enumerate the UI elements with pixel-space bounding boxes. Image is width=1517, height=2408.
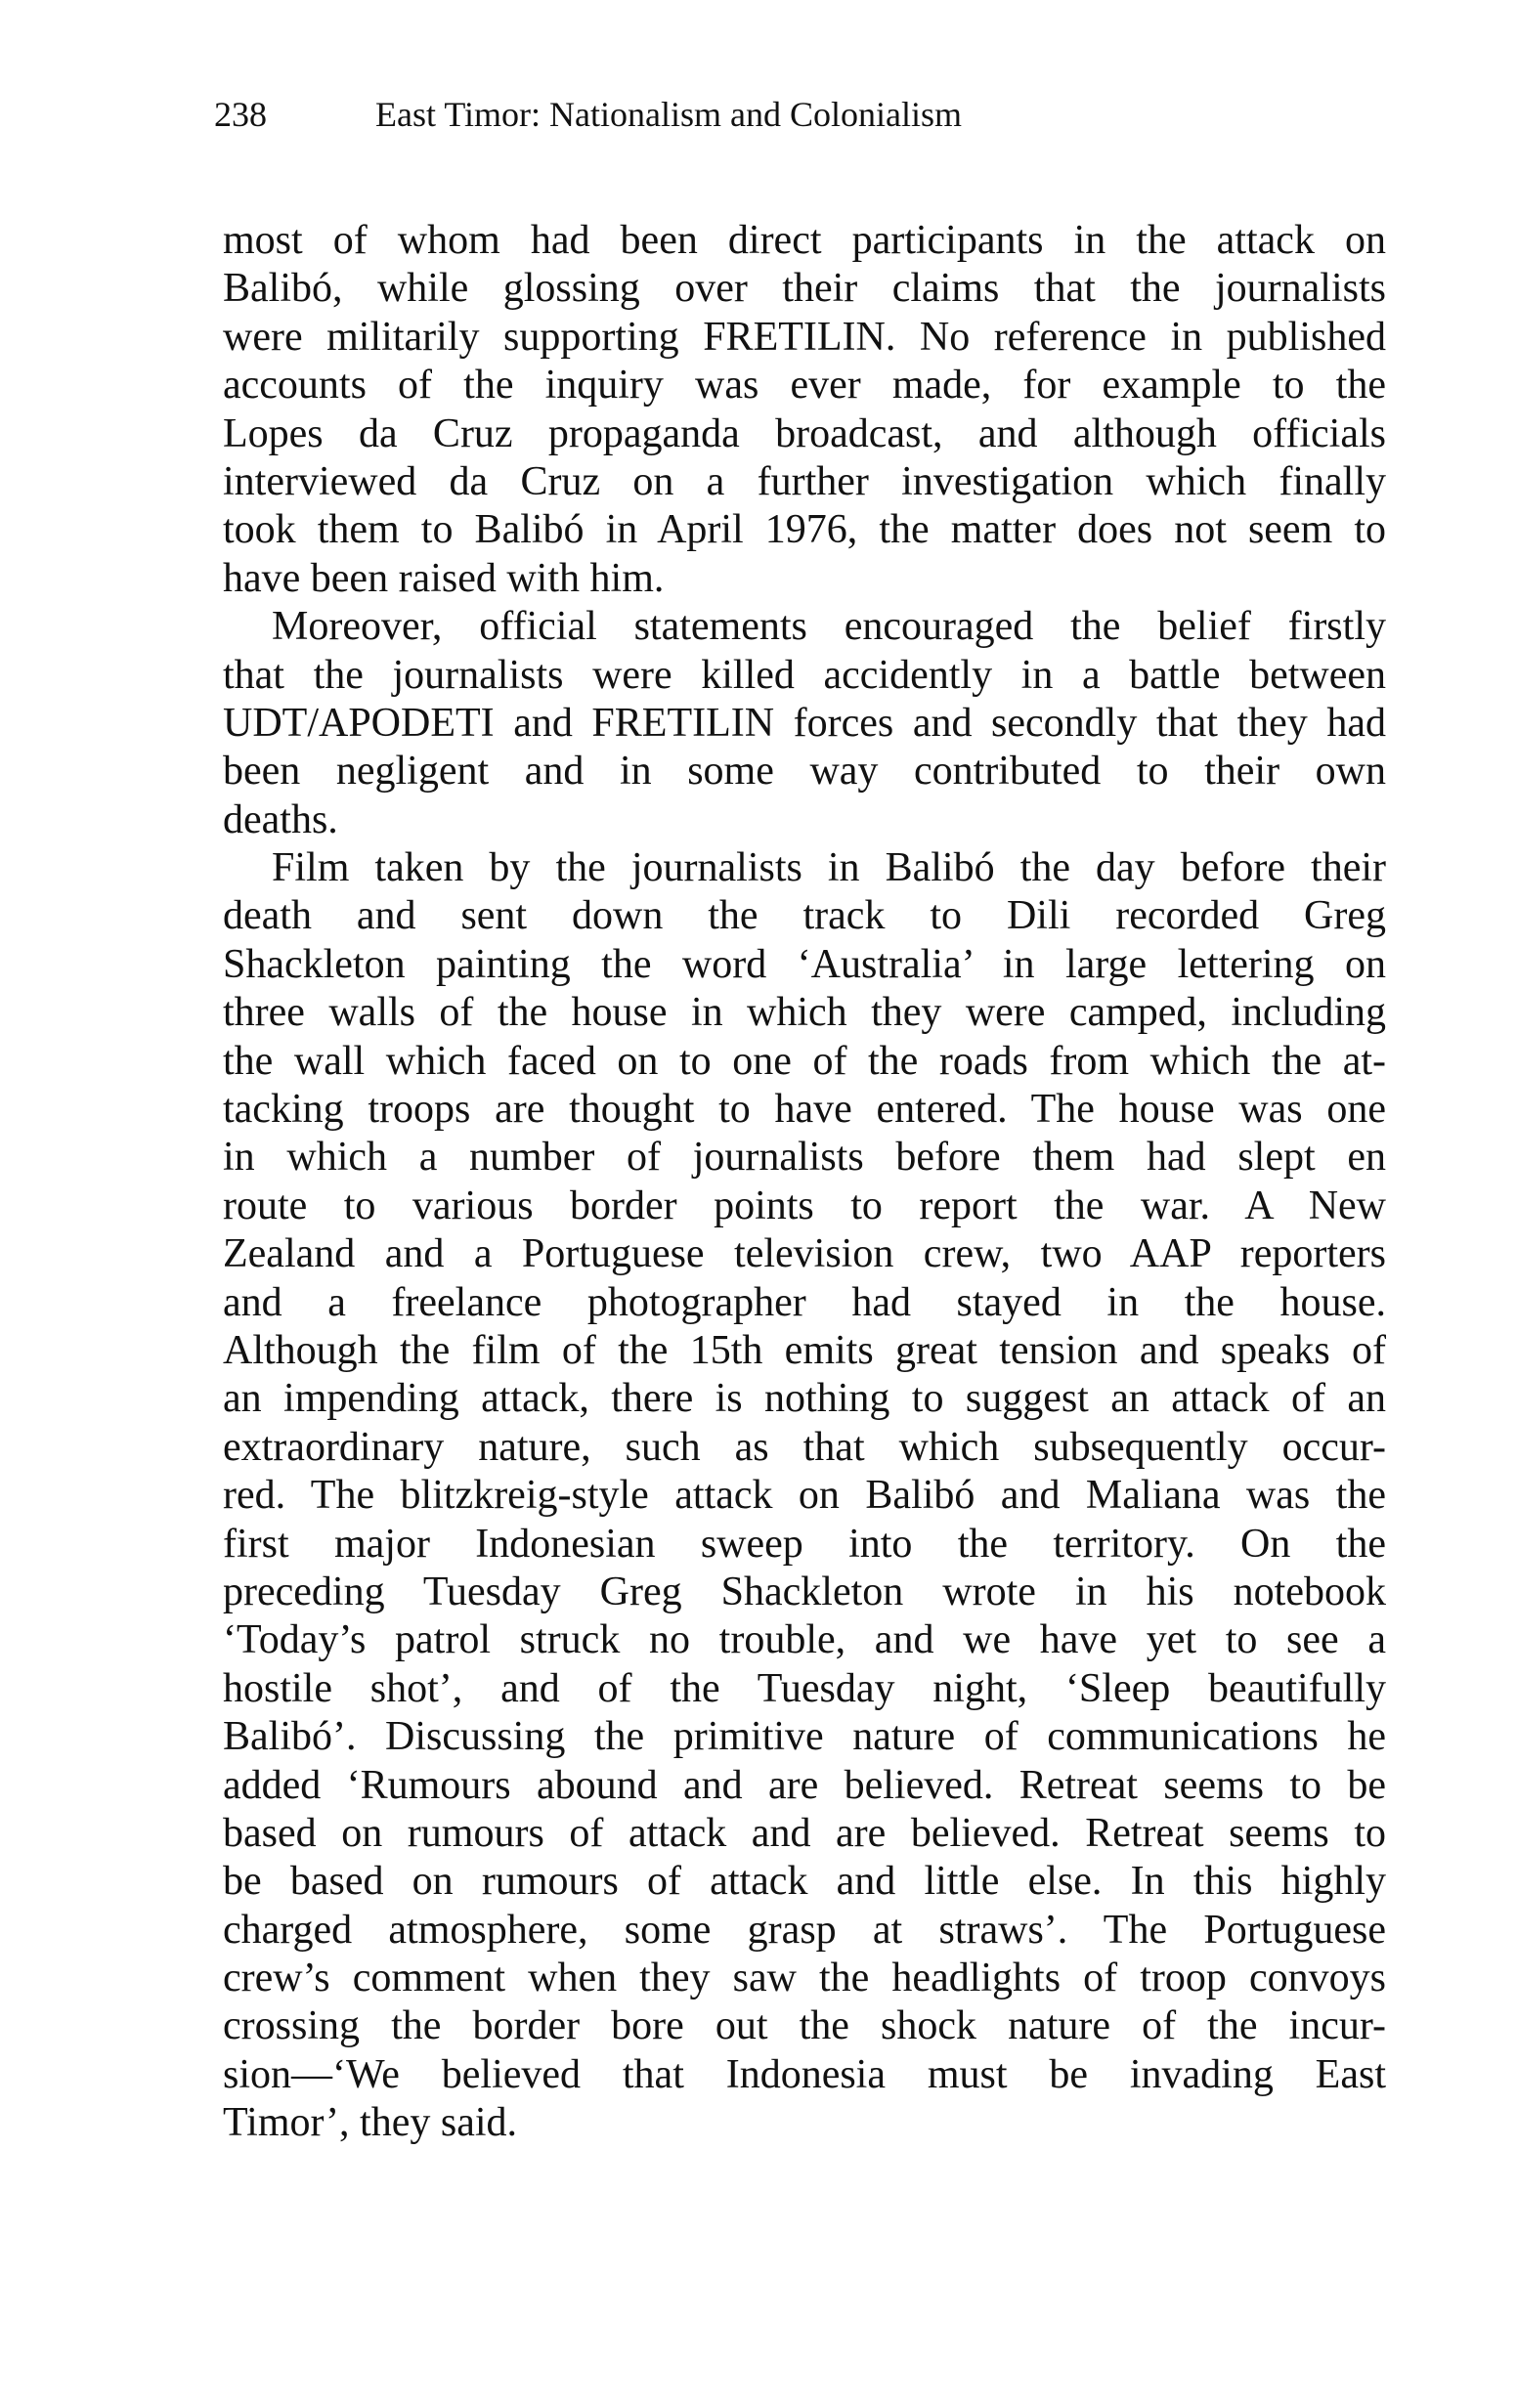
text-line: be based on rumours of attack and little else. In this highly: [223, 1859, 1386, 1905]
running-title: East Timor: Nationalism and Colonialism: [375, 95, 963, 134]
text-line: preceding Tuesday Greg Shackleton wrote in his notebook: [223, 1569, 1386, 1614]
text-line: route to various border points to report the war. A New: [223, 1182, 1386, 1228]
text-line: an impending attack, there is nothing to suggest an attack of an: [223, 1376, 1386, 1422]
text-line: in which a number of journalists before them had slept en: [223, 1135, 1386, 1181]
text-line: deaths.: [223, 796, 338, 842]
text-line: added ‘Rumours abound and are believed. Retreat seems to be: [223, 1762, 1386, 1808]
text-line: accounts of the inquiry was ever made, for example to the: [223, 363, 1386, 408]
text-line: have been raised with him.: [223, 555, 665, 601]
paragraph: [223, 603, 1386, 844]
body-text: [223, 217, 1386, 2148]
text-line: interviewed da Cruz on a further investigation which finally: [223, 458, 1386, 504]
text-line: based on rumours of attack and are believed. Retreat seems to: [223, 1810, 1386, 1856]
text-line: Balibó, while glossing over their claims that the journalists: [223, 266, 1386, 312]
text-line: took them to Balibó in April 1976, the matter does not seem to: [223, 507, 1386, 553]
paragraph: [223, 217, 1386, 603]
text-line: red. The blitzkreig-style attack on Balibó and Maliana was the: [223, 1473, 1386, 1519]
text-line: charged atmosphere, some grasp at straws’. The Portuguese: [223, 1907, 1386, 1953]
text-line: most of whom had been direct participants in the attack on: [223, 218, 1386, 263]
text-line: Moreover, official statements encouraged the belief firstly: [272, 604, 1386, 650]
running-head: [214, 90, 1387, 139]
text-line: the wall which faced on to one of the roads from which the at-: [223, 1038, 1386, 1084]
text-line: Lopes da Cruz propaganda broadcast, and although officials: [223, 410, 1386, 456]
text-line: Zealand and a Portuguese television crew, two AAP reporters: [223, 1231, 1386, 1277]
text-line: Although the film of the 15th emits great tension and speaks of: [223, 1327, 1386, 1373]
text-line: that the journalists were killed accidently in a battle between: [223, 652, 1386, 698]
page-number: 238: [214, 95, 267, 134]
text-line: three walls of the house in which they were camped, including: [223, 990, 1386, 1036]
text-line: extraordinary nature, such as that which subsequently occur-: [223, 1424, 1386, 1470]
text-line: were militarily supporting FRETILIN. No reference in published: [223, 314, 1386, 360]
text-line: Film taken by the journalists in Balibó the day before their: [272, 845, 1386, 891]
text-line: crossing the border bore out the shock nature of the incur-: [223, 2003, 1386, 2049]
text-line: Shackleton painting the word ‘Australia’ in large lettering on: [223, 941, 1386, 987]
text-line: been negligent and in some way contributed to their own: [223, 749, 1386, 795]
paragraph: [223, 844, 1386, 2148]
text-line: sion—‘We believed that Indonesia must be invading East: [223, 2051, 1386, 2097]
text-line: Balibó’. Discussing the primitive nature of communications he: [223, 1714, 1386, 1760]
text-line: death and sent down the track to Dili recorded Greg: [223, 893, 1386, 939]
text-line: Timor’, they said.: [223, 2100, 518, 2146]
text-line: tacking troops are thought to have entered. The house was one: [223, 1087, 1386, 1133]
text-line: and a freelance photographer had stayed in the house.: [223, 1279, 1386, 1325]
text-line: UDT/APODETI and FRETILIN forces and secondly that they had: [223, 700, 1386, 746]
text-line: hostile shot’, and of the Tuesday night, ‘Sleep beautifully: [223, 1665, 1386, 1711]
text-line: first major Indonesian sweep into the territory. On the: [223, 1521, 1386, 1567]
text-line: ‘Today’s patrol struck no trouble, and we have yet to see a: [223, 1617, 1386, 1663]
text-line: crew’s comment when they saw the headlights of troop convoys: [223, 1956, 1386, 2001]
